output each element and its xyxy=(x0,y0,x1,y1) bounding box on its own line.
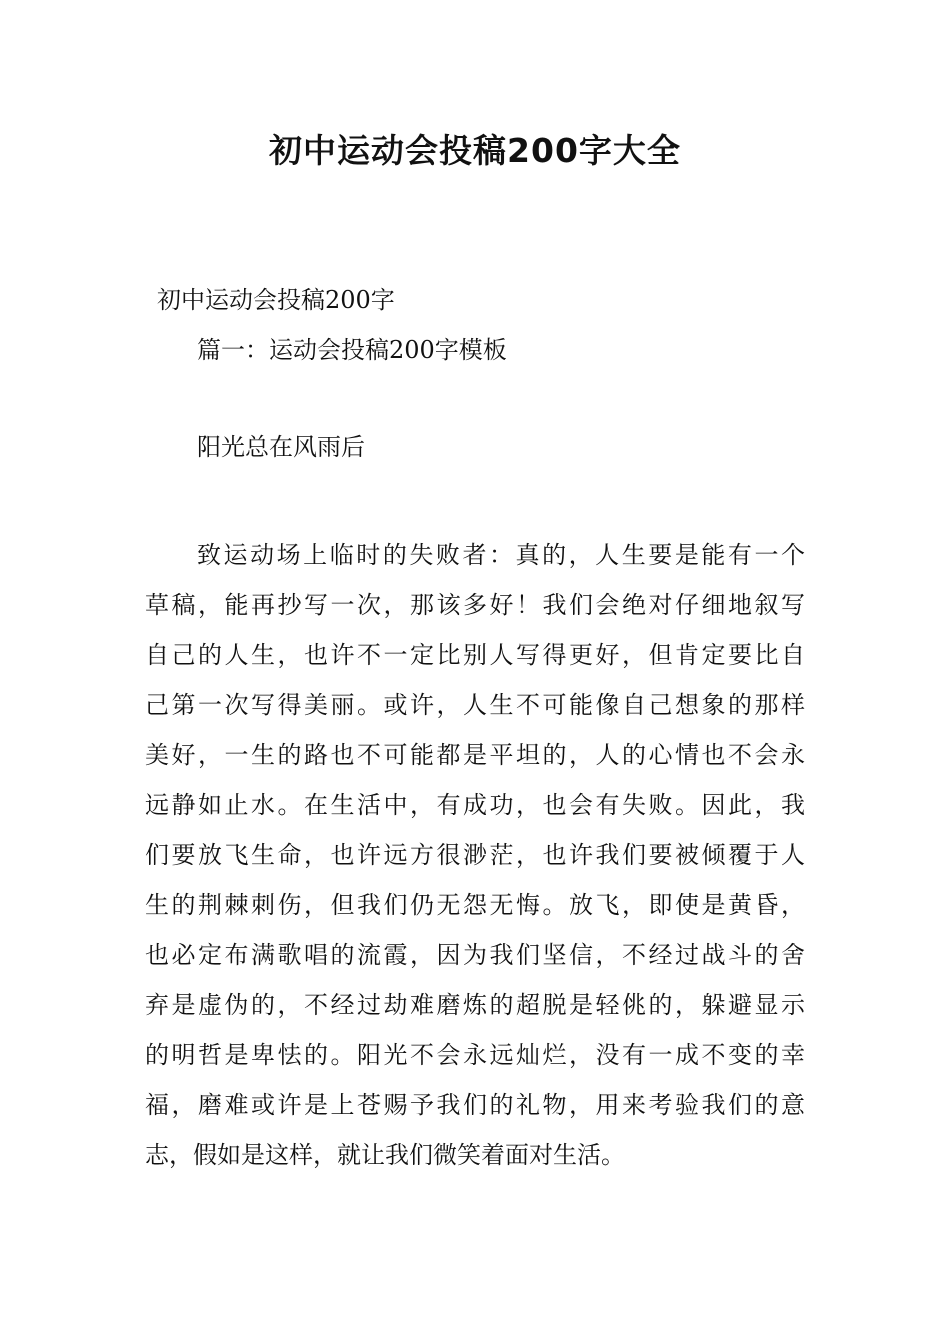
body-line: 致运动场上临时的失败者：真的，人生要是能有一个 xyxy=(197,541,805,569)
section-heading: 篇一：运动会投稿200字模板 xyxy=(197,336,507,364)
body-line: 草稿，能再抄写一次，那该多好！我们会绝对仔细地叙写 xyxy=(145,591,805,619)
essay-heading: 阳光总在风雨后 xyxy=(197,433,365,461)
document-subtitle: 初中运动会投稿200字 xyxy=(157,286,395,314)
body-line: 远静如止水。在生活中，有成功，也会有失败。因此，我 xyxy=(145,791,805,819)
body-line: 美好，一生的路也不可能都是平坦的，人的心情也不会永 xyxy=(145,741,805,769)
essay-body xyxy=(145,530,805,1180)
body-line: 也必定布满歌唱的流霞，因为我们坚信，不经过战斗的舍 xyxy=(145,941,805,969)
body-line: 的明哲是卑怯的。阳光不会永远灿烂，没有一成不变的幸 xyxy=(145,1041,805,1069)
body-line: 志，假如是这样，就让我们微笑着面对生活。 xyxy=(145,1141,625,1169)
body-line: 己第一次写得美丽。或许，人生不可能像自己想象的那样 xyxy=(145,691,805,719)
body-line: 生的荆棘刺伤，但我们仍无怨无悔。放飞，即使是黄昏， xyxy=(145,891,805,919)
body-line: 福，磨难或许是上苍赐予我们的礼物，用来考验我们的意 xyxy=(145,1091,805,1119)
document-title: 初中运动会投稿200字大全 xyxy=(269,131,681,170)
body-line: 弃是虚伪的，不经过劫难磨炼的超脱是轻佻的，躲避显示 xyxy=(145,991,805,1019)
body-line: 们要放飞生命，也许远方很渺茫，也许我们要被倾覆于人 xyxy=(145,841,805,869)
body-line: 自己的人生，也许不一定比别人写得更好，但肯定要比自 xyxy=(145,641,805,669)
